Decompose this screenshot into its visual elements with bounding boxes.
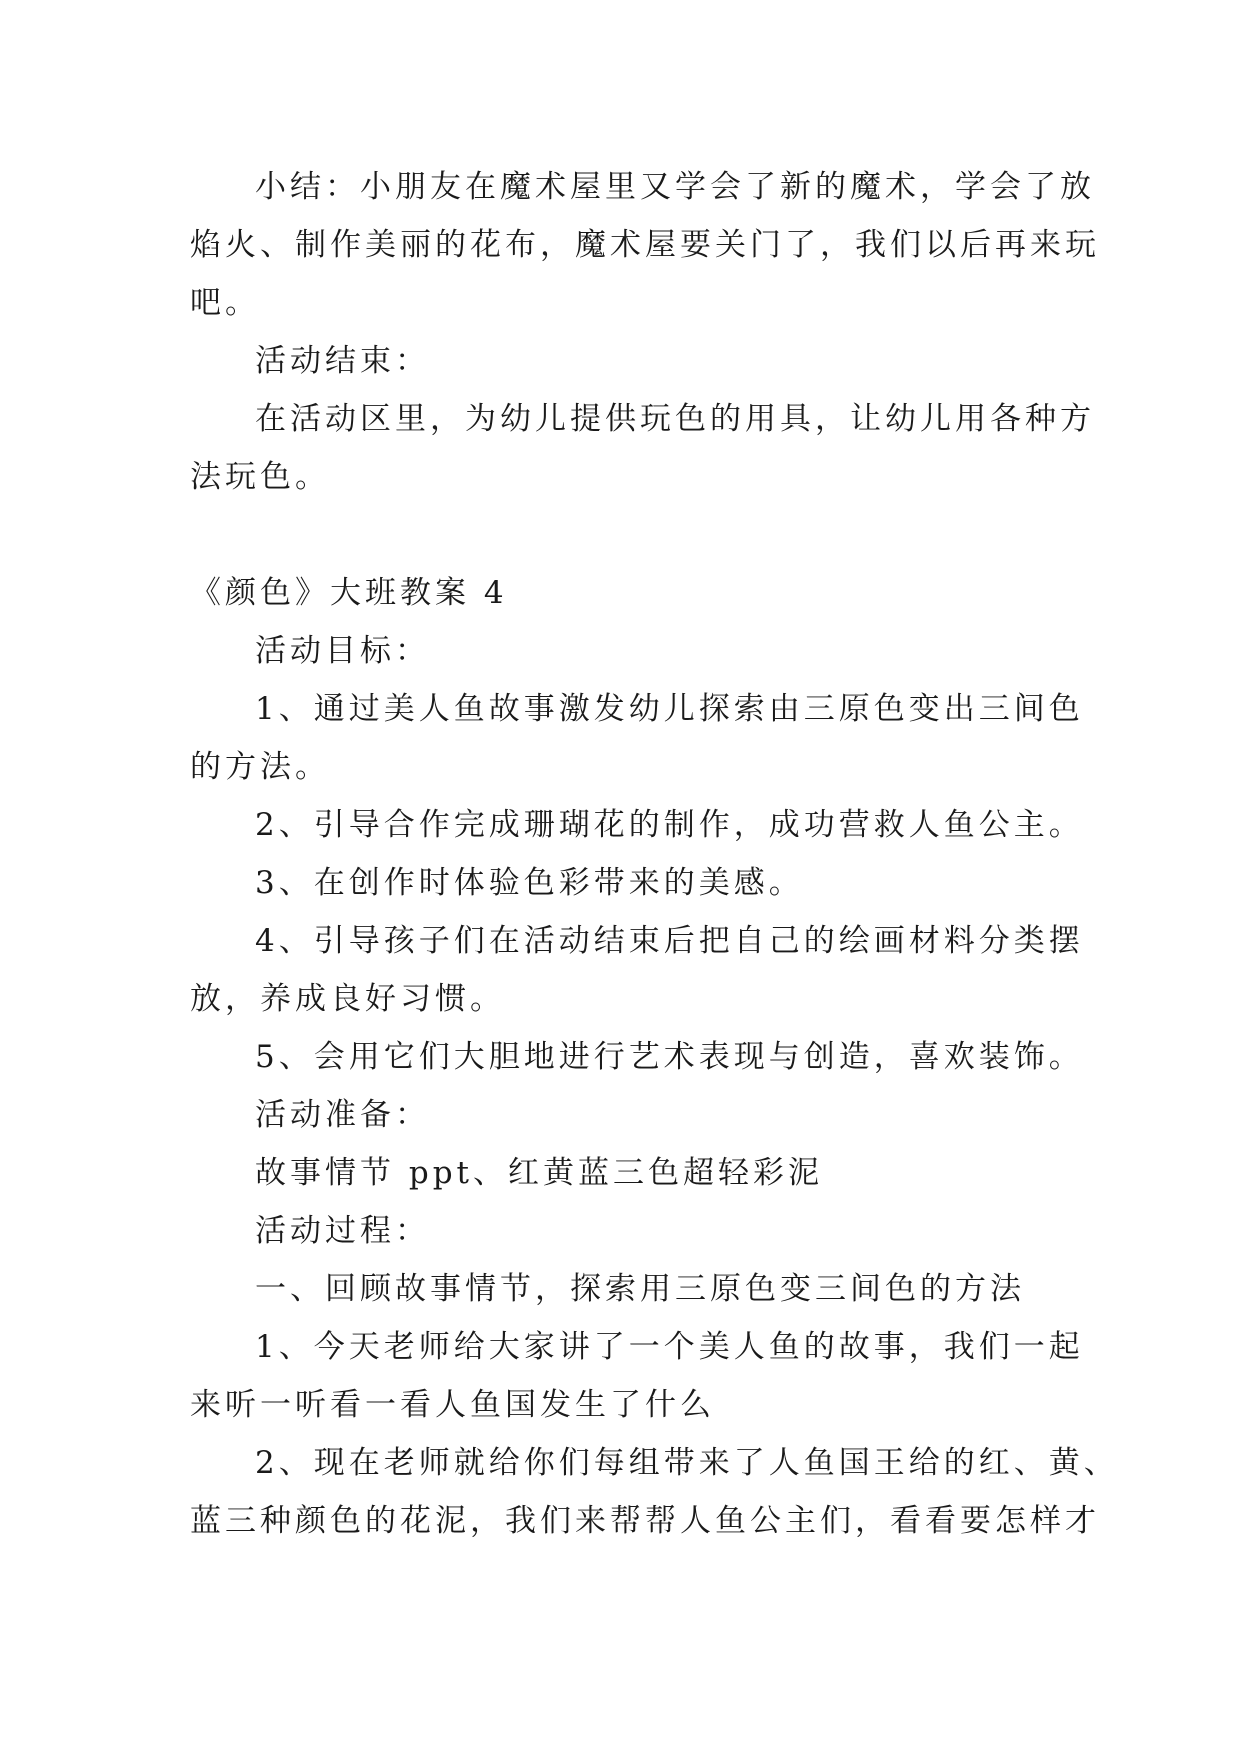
text-line: 3、在创作时体验色彩带来的美感。 (255, 865, 804, 901)
text-line: 吧。 (190, 285, 260, 321)
text-line: 在活动区里，为幼儿提供玩色的用具，让幼儿用各种方 (255, 401, 1095, 437)
section-heading: 活动过程： (255, 1213, 430, 1249)
text-line: 4、引导孩子们在活动结束后把自己的绘画材料分类摆 (255, 923, 1084, 959)
text-line: 来听一听看一看人鱼国发生了什么 (190, 1387, 715, 1423)
text-line: 焰火、制作美丽的花布，魔术屋要关门了，我们以后再来玩 (190, 227, 1100, 263)
text-line: 1、今天老师给大家讲了一个美人鱼的故事，我们一起 (255, 1329, 1084, 1365)
text-line: 小结：小朋友在魔术屋里又学会了新的魔术，学会了放 (255, 169, 1095, 205)
text-line: 一、回顾故事情节，探索用三原色变三间色的方法 (255, 1271, 1025, 1307)
section-heading: 活动目标： (255, 633, 430, 669)
text-line: 蓝三种颜色的花泥，我们来帮帮人鱼公主们，看看要怎样才 (190, 1503, 1100, 1539)
text-line: 放，养成良好习惯。 (190, 981, 505, 1017)
section-heading: 活动准备： (255, 1097, 430, 1133)
text-line: 的方法。 (190, 749, 330, 785)
text-line: 法玩色。 (190, 459, 330, 495)
text-line: 2、现在老师就给你们每组带来了人鱼国王给的红、黄、 (255, 1445, 1119, 1481)
section-heading: 活动结束： (255, 343, 430, 379)
text-line: 1、通过美人鱼故事激发幼儿探索由三原色变出三间色 (255, 691, 1084, 727)
text-line: 故事情节 ppt、红黄蓝三色超轻彩泥 (255, 1155, 823, 1191)
document-title: 《颜色》大班教案 4 (190, 575, 508, 611)
text-line: 5、会用它们大胆地进行艺术表现与创造，喜欢装饰。 (255, 1039, 1084, 1075)
text-line: 2、引导合作完成珊瑚花的制作，成功营救人鱼公主。 (255, 807, 1084, 843)
